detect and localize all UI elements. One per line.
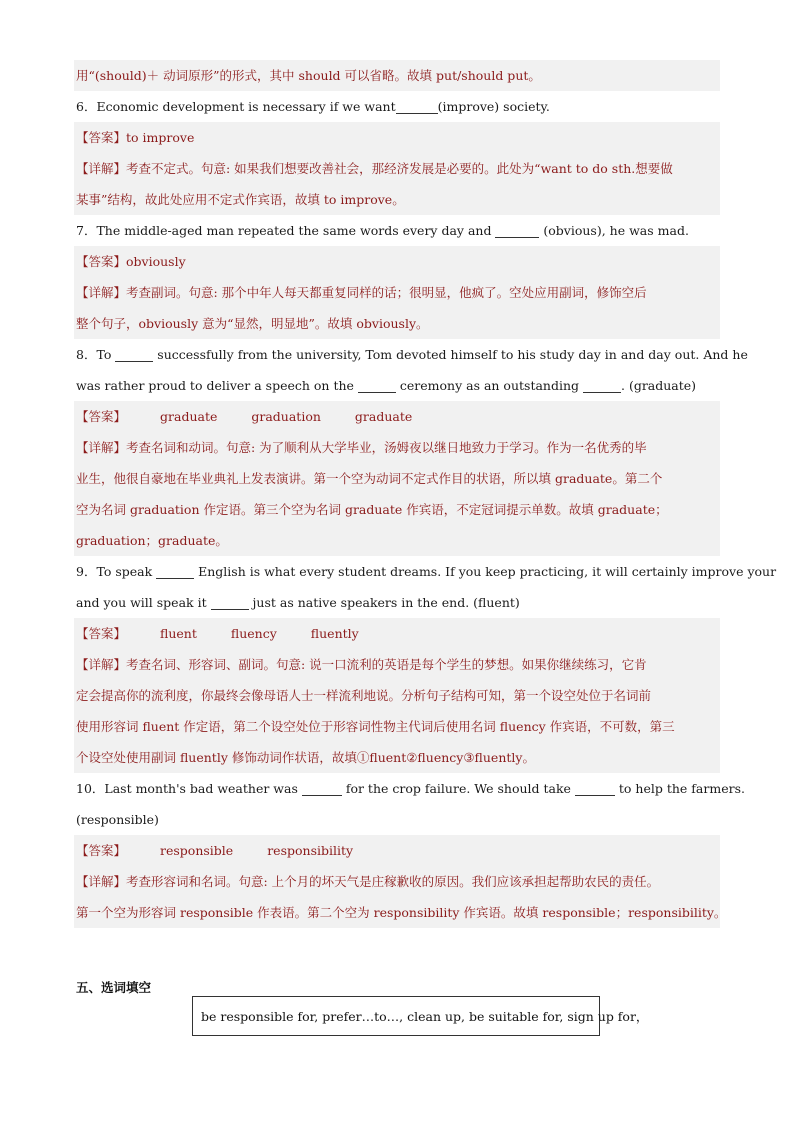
answer-line [74,246,720,277]
fill-in-blank [396,99,438,114]
text-run: 【详解】考查副词。句意: 那个中年人每天都重复同样的话；很明显，他疯了。空处应用副词，修饰空后 [76,285,647,300]
section-title: 五、选词填空 [76,980,152,995]
text-run: 【答案】 [76,409,127,424]
answer-word: fluently [310,626,359,641]
fill-in-blank [358,378,396,393]
fill-in-blank [115,347,153,362]
question-line [74,804,720,835]
text-run: 【详解】考查形容词和名词。句意: 上个月的坏天气是庄稼歉收的原因。我们应该承担起帮助农民的责任。 [76,874,660,889]
answer-word: responsibility [267,843,354,858]
text-run: 定会提高你的流利度，你最终会像母语人士一样流利地说。分析句子结构可知，第一个设空处位于名词前 [76,688,652,703]
answer-word: graduation [251,409,321,424]
text-run: and you will speak it [76,595,211,610]
answer-word: responsible [160,843,234,858]
question-line [74,91,720,122]
text-run: 【答案】 [76,626,127,641]
explanation-line [74,277,720,308]
answer-line [74,122,720,153]
text-run: 10．Last month's bad weather was [76,781,302,796]
explanation-line [74,432,720,463]
explanation-line [74,60,720,91]
explanation-line [74,494,720,525]
question-line [74,370,720,401]
text-run: (obvious), he was mad. [539,223,689,238]
explanation-line [74,866,720,897]
text-run: successfully from the university, Tom devoted himself to his study day in and day out. And he [153,347,748,362]
text-run: 【详解】考查不定式。句意: 如果我们想要改善社会，那经济发展是必要的。此处为“want to do sth.想要做 [76,161,673,176]
text-run: 空为名词 graduation 作定语。第三个空为名词 graduate 作宾语，不定冠词提示单数。故填 graduate； [76,502,668,517]
explanation-line [74,711,720,742]
word-bank-box: be responsible for, prefer…to…, clean up, be suitable for, sign up for， [192,996,600,1036]
text-run: to help the farmers. [614,781,745,796]
explanation-line [74,680,720,711]
explanation-line [74,153,720,184]
text-run: 7．The middle-aged man repeated the same words every day and [76,223,496,238]
text-run: graduation；graduate。 [76,533,228,548]
explanation-line [74,649,720,680]
explanation-line [74,463,720,494]
text-run: 【详解】考查名词和动词。句意: 为了顺利从大学毕业，汤姆夜以继日地致力于学习。作为一名优秀的毕 [76,440,647,455]
answer-line [74,835,720,866]
text-run: ceremony as an outstanding [395,378,583,393]
text-run: (improve) society. [437,99,550,114]
text-run: 整个句子，obviously 意为“显然，明显地”。故填 obviously。 [76,316,429,331]
explanation-line [74,897,727,928]
answer-word: graduate [160,409,218,424]
text-run: was rather proud to deliver a speech on the [76,378,358,393]
text-run: just as native speakers in the end. (fluent) [248,595,520,610]
text-run: 8．To [76,347,116,362]
text-run: (responsible) [76,812,159,827]
answer-line [74,401,720,432]
explanation-line [74,525,720,556]
question-line [74,773,745,804]
text-run: 【答案】to improve [76,130,195,145]
worksheet-body [74,60,777,928]
fill-in-blank [583,378,621,393]
answer-line [74,618,720,649]
explanation-line [74,308,720,339]
text-run: 业生，他很自豪地在毕业典礼上发表演讲。第一个空为动词不定式作目的状语，所以填 graduate。第二个 [76,471,663,486]
text-run: 第一个空为形容词 responsible 作表语。第二个空为 responsibility 作宾语。故填 responsible；responsibility。 [76,905,727,920]
text-run: 使用形容词 fluent 作定语，第二个设空处位于形容词性物主代词后使用名词 fluency 作宾语，不可数，第三 [76,719,675,734]
fill-in-blank [575,781,615,796]
answer-word: fluent [160,626,197,641]
text-run: . (graduate) [621,378,697,393]
text-run: 【详解】考查名词、形容词、副词。句意: 说一口流利的英语是每个学生的梦想。如果你继续练习，它肯 [76,657,647,672]
question-line [74,215,720,246]
text-run: 9．To speak [76,564,157,579]
text-run: English is what every student dreams. If you keep practicing, it will certainly improve your [194,564,777,579]
fill-in-blank [211,595,249,610]
text-run: 6．Economic development is necessary if we want [76,99,396,114]
question-line [74,339,748,370]
text-run: 用“(should)＋ 动词原形”的形式，其中 should 可以省略。故填 put/should put。 [76,68,541,83]
question-line [74,556,777,587]
question-line [74,587,720,618]
fill-in-blank [495,223,539,238]
text-run: 【答案】obviously [76,254,186,269]
answer-word: fluency [230,626,277,641]
text-run: for the crop failure. We should take [341,781,575,796]
answer-word: graduate [354,409,413,424]
fill-in-blank [156,564,194,579]
fill-in-blank [302,781,342,796]
text-run: 个设空处使用副词 fluently 修饰动词作状语，故填①fluent②fluency③fluently。 [76,750,535,765]
text-run: 【答案】 [76,843,127,858]
explanation-line [74,742,720,773]
explanation-line [74,184,720,215]
text-run: 某事”结构，故此处应用不定式作宾语，故填 to improve。 [76,192,405,207]
